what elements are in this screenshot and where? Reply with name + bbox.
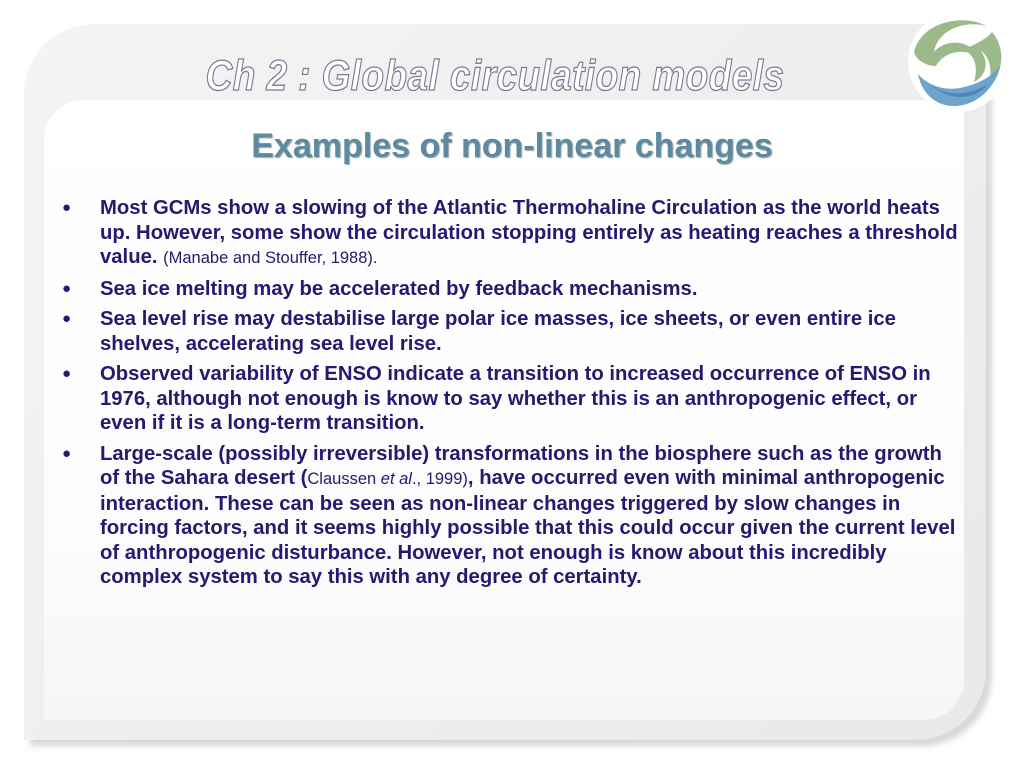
bullet-text: Most GCMs show a slowing of the Atlantic Thermohaline Circulation as the world heats up. However, some show the circulation stopping entirely as heating reaches a threshold value. <box>100 197 958 268</box>
bullet-text: Sea ice melting may be accelerated by feedback mechanisms. <box>100 277 698 300</box>
bullet-citation-year: ., 1999) <box>411 470 468 488</box>
bullet-marker: ● <box>62 444 72 462</box>
bullet-marker: ● <box>62 279 72 297</box>
bullet-text: Observed variability of ENSO indicate a transition to increased occurrence of ENSO in 1976, although not enough is know to say whether this is an anthropogenic effect, or even if it is a long-term transition. <box>100 363 931 434</box>
bullet-text-continued: , have occurred even with minimal anthropogenic interaction. These can be seen as non-linear changes triggered by slow changes in forcing factors, and it seems highly possible that this could occur given the current level of anthropogenic disturbance. However, not enough is know about this incredibly complex system to say this with any degree of certainty. <box>100 467 956 588</box>
list-item <box>62 362 962 436</box>
list-item <box>62 307 962 356</box>
bullet-text: Large-scale (possibly irreversible) transformations in the biosphere such as the growth of the Sahara desert ( <box>100 442 942 489</box>
list-item <box>62 277 962 302</box>
bullet-text: Sea level rise may destabilise large polar ice masses, ice sheets, or even entire ice shelves, accelerating sea level rise. <box>100 308 896 355</box>
bullet-marker: ● <box>62 199 72 216</box>
bullet-marker: ● <box>62 310 72 327</box>
slide-title: Examples of non-linear changes <box>251 127 773 165</box>
list-item <box>62 442 962 590</box>
bullet-citation-etal: et al <box>380 470 412 488</box>
list-item <box>62 196 962 271</box>
chapter-heading: Ch 2 : Global circulation models <box>205 52 785 100</box>
bullet-citation: (Manabe and Stouffer, 1988). <box>163 249 378 267</box>
bullet-citation-author: Claussen <box>307 470 381 488</box>
bullet-list <box>62 196 962 596</box>
bullet-marker: ● <box>62 365 72 382</box>
